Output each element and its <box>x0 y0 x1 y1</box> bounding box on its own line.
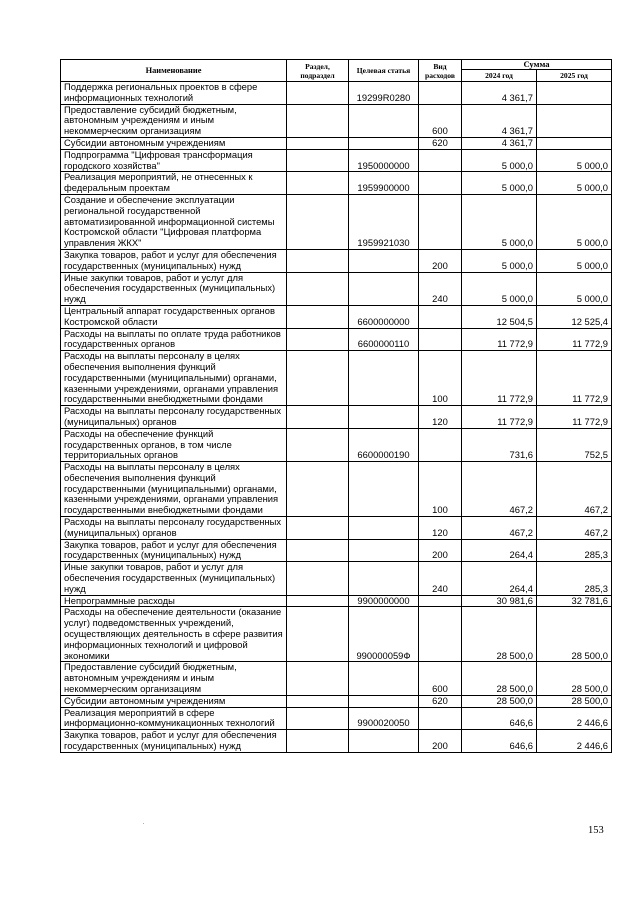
cell-name: Субсидии автономным учреждениям <box>61 137 287 149</box>
cell-target <box>349 517 419 540</box>
cell-kind <box>419 595 462 607</box>
cell-sum-2024: 264,4 <box>462 539 537 562</box>
cell-section <box>287 351 349 406</box>
table-row <box>61 328 612 351</box>
cell-section <box>287 595 349 607</box>
cell-section <box>287 428 349 461</box>
cell-sum-2025: 28 500,0 <box>537 607 612 662</box>
cell-sum-2024: 11 772,9 <box>462 328 537 351</box>
cell-sum-2025: 11 772,9 <box>537 406 612 429</box>
cell-sum-2024: 5 000,0 <box>462 149 537 172</box>
cell-kind: 240 <box>419 272 462 305</box>
table-row <box>61 662 612 695</box>
cell-name: Расходы на выплаты персоналу в целях обеспечения выполнения функций государственными (муниципальными) органами, казенными учреждениями, органами управления государственными внебюджетными фондами <box>61 462 287 517</box>
cell-target <box>349 730 419 753</box>
header-year-2025: 2025 год <box>537 70 612 82</box>
cell-name: Расходы на выплаты персоналу в целях обеспечения выполнения функций государственными (муниципальными) органами, казенными учреждениями, органами управления государственными внебюджетными фондами <box>61 351 287 406</box>
table-row <box>61 82 612 105</box>
cell-name: Закупка товаров, работ и услуг для обеспечения государственных (муниципальных) нужд <box>61 249 287 272</box>
cell-kind: 600 <box>419 104 462 137</box>
cell-sum-2024: 30 981,6 <box>462 595 537 607</box>
cell-section <box>287 104 349 137</box>
cell-sum-2025: 12 525,4 <box>537 305 612 328</box>
cell-kind <box>419 428 462 461</box>
cell-section <box>287 249 349 272</box>
cell-target <box>349 272 419 305</box>
cell-sum-2024: 28 500,0 <box>462 607 537 662</box>
cell-kind <box>419 305 462 328</box>
table-row <box>61 305 612 328</box>
cell-sum-2024: 467,2 <box>462 462 537 517</box>
cell-sum-2024: 264,4 <box>462 562 537 595</box>
cell-section <box>287 517 349 540</box>
cell-target <box>349 662 419 695</box>
table-row <box>61 607 612 662</box>
cell-kind: 200 <box>419 539 462 562</box>
cell-kind <box>419 607 462 662</box>
table-row <box>61 249 612 272</box>
table-row <box>61 462 612 517</box>
cell-target <box>349 695 419 707</box>
page-number: 153 <box>588 825 604 836</box>
cell-sum-2025 <box>537 137 612 149</box>
cell-name: Закупка товаров, работ и услуг для обеспечения государственных (муниципальных) нужд <box>61 539 287 562</box>
cell-sum-2025 <box>537 104 612 137</box>
cell-sum-2025: 467,2 <box>537 517 612 540</box>
cell-sum-2024: 5 000,0 <box>462 194 537 249</box>
cell-section <box>287 82 349 105</box>
cell-name: Расходы на обеспечение деятельности (оказание услуг) подведомственных учреждений, осуществляющих деятельность в сфере развития информационных технологий и цифровой экономики <box>61 607 287 662</box>
cell-section <box>287 607 349 662</box>
table-row <box>61 595 612 607</box>
cell-sum-2025: 32 781,6 <box>537 595 612 607</box>
table-row <box>61 149 612 172</box>
cell-target <box>349 406 419 429</box>
cell-sum-2024: 12 504,5 <box>462 305 537 328</box>
cell-sum-2025: 28 500,0 <box>537 662 612 695</box>
cell-sum-2024: 11 772,9 <box>462 406 537 429</box>
cell-section <box>287 406 349 429</box>
cell-kind <box>419 172 462 195</box>
table-row <box>61 730 612 753</box>
cell-target <box>349 137 419 149</box>
cell-name: Непрограммные расходы <box>61 595 287 607</box>
cell-target <box>349 562 419 595</box>
table-row <box>61 562 612 595</box>
cell-kind: 240 <box>419 562 462 595</box>
cell-sum-2025: 5 000,0 <box>537 249 612 272</box>
header-year-2024: 2024 год <box>462 70 537 82</box>
cell-kind <box>419 328 462 351</box>
table-row <box>61 351 612 406</box>
table-row <box>61 104 612 137</box>
cell-name: Реализация мероприятий в сфере информационно-коммуникационных технологий <box>61 707 287 730</box>
cell-sum-2025: 28 500,0 <box>537 695 612 707</box>
cell-sum-2024: 5 000,0 <box>462 172 537 195</box>
cell-kind <box>419 194 462 249</box>
cell-sum-2024: 28 500,0 <box>462 695 537 707</box>
cell-name: Расходы на обеспечение функций государственных органов, в том числе территориальных органов <box>61 428 287 461</box>
table-row <box>61 272 612 305</box>
cell-name: Субсидии автономным учреждениям <box>61 695 287 707</box>
cell-kind: 200 <box>419 249 462 272</box>
budget-sheet <box>60 59 611 753</box>
cell-section <box>287 149 349 172</box>
cell-target: 9900000000 <box>349 595 419 607</box>
cell-sum-2024: 467,2 <box>462 517 537 540</box>
table-row <box>61 539 612 562</box>
cell-section <box>287 172 349 195</box>
cell-section <box>287 695 349 707</box>
cell-section <box>287 707 349 730</box>
cell-section <box>287 272 349 305</box>
cell-section <box>287 562 349 595</box>
cell-target: 1950000000 <box>349 149 419 172</box>
table-body <box>61 82 612 753</box>
cell-sum-2024: 646,6 <box>462 730 537 753</box>
cell-name: Подпрограмма "Цифровая трансформация городского хозяйства" <box>61 149 287 172</box>
table-row <box>61 428 612 461</box>
cell-sum-2025: 285,3 <box>537 539 612 562</box>
cell-kind: 200 <box>419 730 462 753</box>
cell-sum-2024: 28 500,0 <box>462 662 537 695</box>
cell-target: 6600000000 <box>349 305 419 328</box>
cell-target <box>349 104 419 137</box>
header-row-top <box>61 60 612 70</box>
cell-name: Создание и обеспечение эксплуатации региональной государственной автоматизированной информационной системы Костромской области "Цифровая платформа управления ЖКХ" <box>61 194 287 249</box>
cell-name: Расходы на выплаты персоналу государственных (муниципальных) органов <box>61 517 287 540</box>
cell-sum-2024: 5 000,0 <box>462 272 537 305</box>
header-name: Наименование <box>61 60 287 82</box>
cell-sum-2025: 5 000,0 <box>537 194 612 249</box>
cell-sum-2025: 5 000,0 <box>537 172 612 195</box>
header-kind: Вид расходов <box>419 60 462 82</box>
cell-sum-2024: 731,6 <box>462 428 537 461</box>
cell-kind <box>419 149 462 172</box>
cell-sum-2025: 2 446,6 <box>537 730 612 753</box>
cell-target: 9900020050 <box>349 707 419 730</box>
cell-sum-2025: 11 772,9 <box>537 351 612 406</box>
cell-name: Реализация мероприятий, не отнесенных к федеральным проектам <box>61 172 287 195</box>
cell-section <box>287 539 349 562</box>
cell-target <box>349 351 419 406</box>
cell-kind: 100 <box>419 462 462 517</box>
header-section: Раздел, подраздел <box>287 60 349 82</box>
cell-target <box>349 249 419 272</box>
cell-sum-2025: 752,5 <box>537 428 612 461</box>
table-row <box>61 172 612 195</box>
cell-name: Центральный аппарат государственных органов Костромской области <box>61 305 287 328</box>
cell-section <box>287 462 349 517</box>
cell-sum-2025: 2 446,6 <box>537 707 612 730</box>
cell-name: Иные закупки товаров, работ и услуг для обеспечения государственных (муниципальных) нужд <box>61 272 287 305</box>
cell-kind: 600 <box>419 662 462 695</box>
cell-kind: 120 <box>419 517 462 540</box>
cell-kind <box>419 707 462 730</box>
cell-name: Закупка товаров, работ и услуг для обеспечения государственных (муниципальных) нужд <box>61 730 287 753</box>
table-row <box>61 406 612 429</box>
cell-kind: 120 <box>419 406 462 429</box>
cell-target: 990000059Ф <box>349 607 419 662</box>
cell-name: Иные закупки товаров, работ и услуг для обеспечения государственных (муниципальных) нужд <box>61 562 287 595</box>
cell-sum-2025 <box>537 82 612 105</box>
table-row <box>61 707 612 730</box>
cell-name: Предоставление субсидий бюджетным, автономным учреждениям и иным некоммерческим организациям <box>61 104 287 137</box>
cell-sum-2024: 4 361,7 <box>462 82 537 105</box>
cell-sum-2024: 4 361,7 <box>462 137 537 149</box>
cell-section <box>287 194 349 249</box>
cell-sum-2024: 4 361,7 <box>462 104 537 137</box>
cell-sum-2025: 467,2 <box>537 462 612 517</box>
cell-name: Расходы на выплаты по оплате труда работников государственных органов <box>61 328 287 351</box>
table-row <box>61 695 612 707</box>
cell-kind: 620 <box>419 695 462 707</box>
header-target: Целевая статья <box>349 60 419 82</box>
cell-target: 1959921030 <box>349 194 419 249</box>
cell-target <box>349 539 419 562</box>
cell-sum-2024: 5 000,0 <box>462 249 537 272</box>
cell-sum-2025: 5 000,0 <box>537 149 612 172</box>
header-sum: Сумма <box>462 60 612 70</box>
table-row <box>61 194 612 249</box>
cell-sum-2025: 285,3 <box>537 562 612 595</box>
cell-sum-2025: 11 772,9 <box>537 328 612 351</box>
scan-artifact-dot <box>143 823 144 824</box>
cell-kind <box>419 82 462 105</box>
cell-sum-2024: 646,6 <box>462 707 537 730</box>
cell-sum-2025: 5 000,0 <box>537 272 612 305</box>
budget-table <box>60 59 612 753</box>
table-row <box>61 137 612 149</box>
cell-section <box>287 328 349 351</box>
cell-section <box>287 730 349 753</box>
cell-section <box>287 137 349 149</box>
cell-target: 19299R0280 <box>349 82 419 105</box>
cell-section <box>287 305 349 328</box>
cell-target: 1959900000 <box>349 172 419 195</box>
cell-name: Расходы на выплаты персоналу государственных (муниципальных) органов <box>61 406 287 429</box>
cell-name: Поддержка региональных проектов в сфере информационных технологий <box>61 82 287 105</box>
cell-target: 6600000190 <box>349 428 419 461</box>
cell-target: 6600000110 <box>349 328 419 351</box>
cell-kind: 100 <box>419 351 462 406</box>
cell-sum-2024: 11 772,9 <box>462 351 537 406</box>
table-row <box>61 517 612 540</box>
cell-target <box>349 462 419 517</box>
cell-name: Предоставление субсидий бюджетным, автономным учреждениям и иным некоммерческим организациям <box>61 662 287 695</box>
cell-section <box>287 662 349 695</box>
cell-kind: 620 <box>419 137 462 149</box>
